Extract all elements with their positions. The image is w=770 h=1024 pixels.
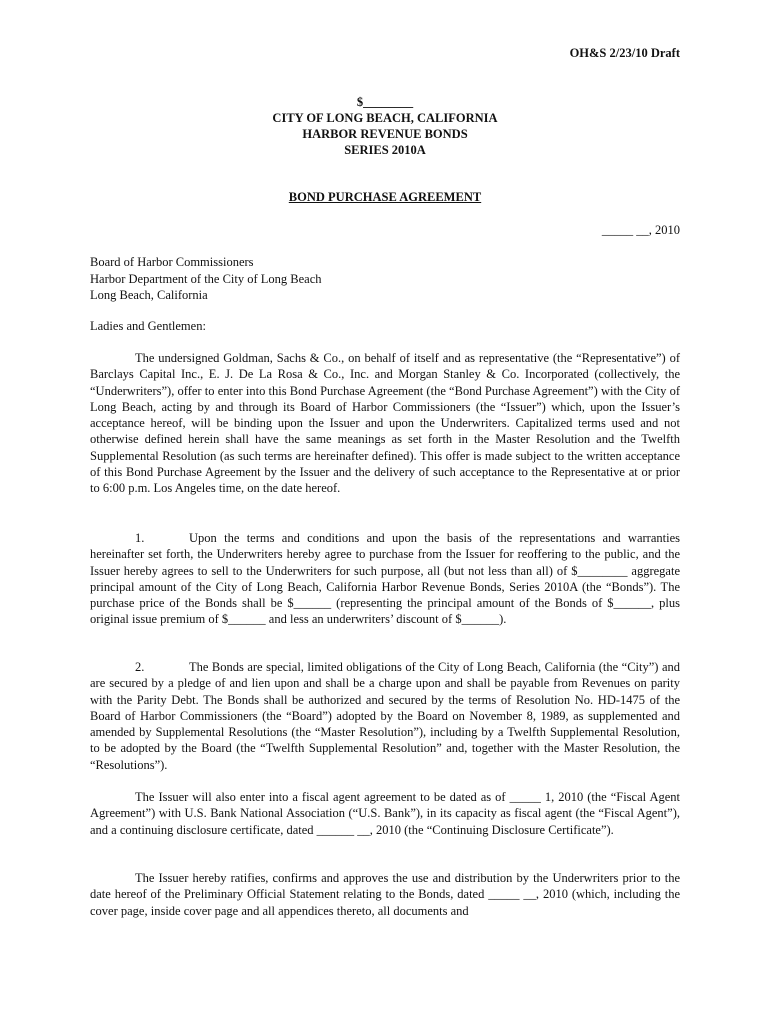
title-block [0,94,770,158]
address-block [90,254,322,304]
address-line: Long Beach, California [90,288,208,302]
section-2-number: 2. [135,660,145,674]
fiscal-agent-paragraph: The Issuer will also enter into a fiscal agent agreement to be dated as of _____ 1, 2010 (the “Fiscal Agent Agreement”) with U.S. Bank National Association (“U.S. Bank”), in its capacity as fiscal agent (the “Fiscal Agent”), and a continuing disclosure certificate, dated ______ __, 2010 (the “Continuing Disclosure Certificate”). [90,790,680,837]
section-1-number: 1. [135,531,145,545]
ratification-paragraph: The Issuer hereby ratifies, confirms and approves the use and distribution by the Underwriters prior to the date hereof of the Preliminary Official Statement relating to the Bonds, dated _____ __, 2010 (which, including the cover page, inside cover page and all appendices thereto, all documents and [90,871,680,918]
address-line: Board of Harbor Commissioners [90,255,254,269]
title-bonds: HARBOR REVENUE BONDS [302,127,468,141]
title-series: SERIES 2010A [344,143,426,157]
agreement-title: BOND PURCHASE AGREEMENT [288,190,482,204]
date-line: _____ __, 2010 [601,223,680,237]
section-1-paragraph [90,530,680,628]
section-2-paragraph [90,659,680,773]
section-1-text: Upon the terms and conditions and upon the basis of the representations and warranties hereinafter set forth, the Underwriters hereby agree to purchase from the Issuer for reoffering to the public, and the Issuer hereby agrees to sell to the Underwriters for such purpose, all (but not less than all) of $________ aggregate principal amount of the City of Long Beach, California Harbor Revenue Bonds, Series 2010A (the “Bonds”). The purchase price of the Bonds shall be $______ (representing the principal amount of the Bonds of $______, plus original issue premium of $______ and less an underwriters’ discount of $______). [90,531,680,627]
intro-paragraph: The undersigned Goldman, Sachs & Co., on behalf of itself and as representative (the “Representative”) of Barclays Capital Inc., E. J. De La Rosa & Co., Inc. and Morgan Stanley & Co. Incorporated (collectively, the “Underwriters”), offer to enter into this Bond Purchase Agreement (the “Bond Purchase Agreement”) with the City of Long Beach, acting by and through its Board of Harbor Commissioners (the “Issuer”) which, upon the Issuer’s acceptance hereof, will be binding upon the Issuer and upon the Underwriters. Capitalized terms used and not otherwise defined herein shall have the same meanings as set forth in the Master Resolution and the Twelfth Supplemental Resolution (as such terms are hereinafter defined). This offer is made subject to the written acceptance of this Bond Purchase Agreement by the Issuer and the delivery of such acceptance to the Representative at or prior to 6:00 p.m. Los Angeles time, on the date hereof. [90,351,680,496]
section-2-text: The Bonds are special, limited obligations of the City of Long Beach, California (the “City”) and are secured by a pledge of and lien upon and shall be a charge upon and shall be payable from Revenues on parity with the Parity Debt. The Bonds shall be authorized and secured by the terms of Resolution No. HD-1475 of the Board of Harbor Commissioners (the “Board”) adopted by the Board on November 8, 1989, as supplemented and amended by Supplemental Resolutions (the “Master Resolution”), including by a Twelfth Supplemental Resolution, to be adopted by the Board (the “Twelfth Supplemental Resolution” and, together with the Master Resolution, the “Resolutions”). [90,660,680,772]
title-amount: $________ [356,95,414,109]
address-line: Harbor Department of the City of Long Beach [90,271,322,286]
salutation: Ladies and Gentlemen: [90,319,206,333]
title-issuer: CITY OF LONG BEACH, CALIFORNIA [272,111,498,125]
draft-mark: OH&S 2/23/10 Draft [569,46,680,60]
